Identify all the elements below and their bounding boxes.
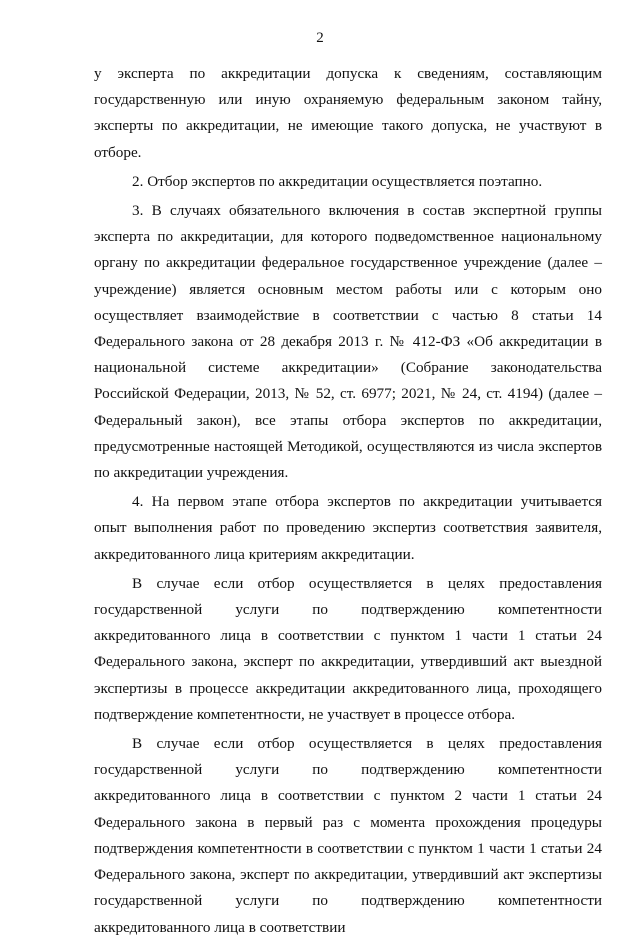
paragraph-case-confirmation-1: В случае если отбор осуществляется в целях предоставления государственной услуги по подтверждению компетентности аккредитованного лица в соответствии с пунктом 1 части 1 статьи 24 Федерального закона, эксперт по аккредитации, утвердивший акт выездной экспертизы в процессе аккредитации аккредитованного лица, проходящего подтверждение компетентности, не участвует в процессе отбора.: [94, 574, 602, 723]
paragraph-item-3: 3. В случаях обязательного включения в состав экспертной группы эксперта по аккредитации, для которого подведомственное национальному органу по аккредитации федеральное государственное учреждение (далее – учреждение) является основным местом работы или с которым оно осуществляет взаимодействие в соответствии с частью 8 статьи 14 Федерального закона от 28 декабря 2013 г. № 412-ФЗ «Об аккредитации в национальной системе аккредитации» (Собрание законодательства Российской Федерации, 2013, № 52, ст. 6977; 2021, № 24, ст. 4194) (далее – Федеральный закон), все этапы отбора экспертов по аккредитации, предусмотренные настоящей Методикой, осуществляются из числа экспертов по аккредитации учреждения.: [94, 202, 602, 482]
paragraph-item-2: 2. Отбор экспертов по аккредитации осуществляется поэтапно.: [132, 172, 543, 190]
page-number: 2: [316, 30, 324, 46]
paragraph-item-4: 4. На первом этапе отбора экспертов по аккредитации учитывается опыт выполнения работ по проведению экспертиз соответствия заявителя, аккредитованного лица критериям аккредитации.: [94, 493, 602, 563]
paragraph-case-confirmation-2: В случае если отбор осуществляется в целях предоставления государственной услуги по подтверждению компетентности аккредитованного лица в соответствии с пунктом 2 части 1 статьи 24 Федерального закона в первый раз с момента прохождения процедуры подтверждения компетентности в соответствии с пунктом 1 части 1 статьи 24 Федерального закона, эксперт по аккредитации, утвердивший акт экспертизы государственной услуги по подтверждению компетентности аккредитованного лица в соответствии: [94, 735, 602, 936]
document-body: [94, 61, 602, 944]
paragraph-continuation: у эксперта по аккредитации допуска к сведениям, составляющим государственную или иную охраняемую федеральным законом тайну, эксперты по аккредитации, не имеющие такого допуска, не участвуют в отборе.: [94, 65, 602, 161]
